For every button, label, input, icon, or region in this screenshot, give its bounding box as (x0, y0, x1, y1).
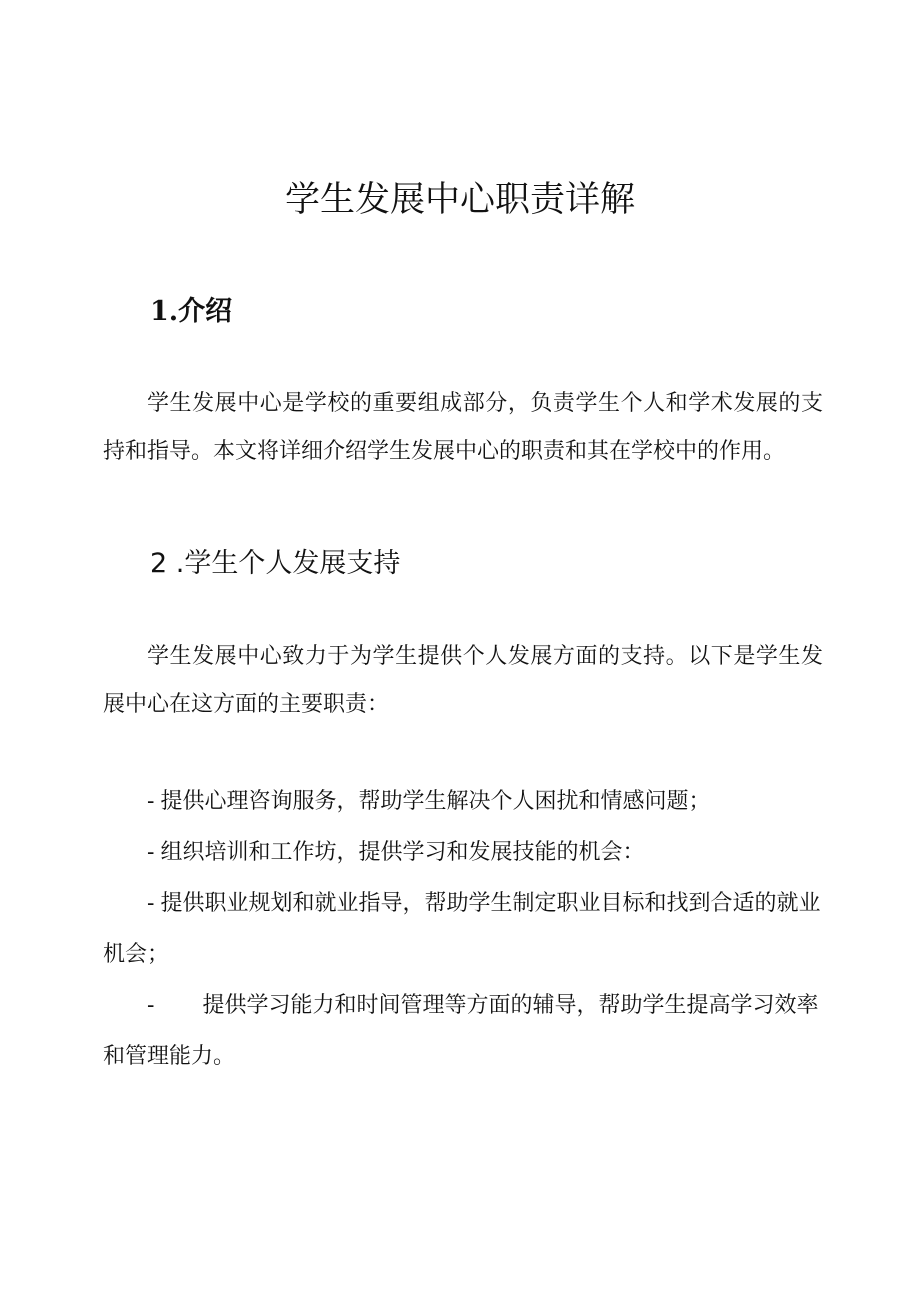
document-title: 学生发展中心职责详解 (284, 180, 635, 220)
list-item-text: 提供学习能力和时间管理等方面的辅导，帮助学生提高学习效率和管理能力。 (103, 993, 819, 1069)
section-heading-personal-development: 2 .学生个人发展支持 (150, 548, 401, 579)
list-dash: - (147, 840, 155, 865)
list-item (103, 980, 823, 1082)
list-item (103, 878, 823, 980)
list-item-text: 提供心理咨询服务，帮助学生解决个人困扰和情感问题； (160, 789, 711, 814)
list-item (103, 776, 823, 827)
list-item-text: 提供职业规划和就业指导，帮助学生制定职业目标和找到合适的就业机会； (103, 891, 821, 967)
list-dash: - (147, 993, 155, 1018)
list-dash: - (147, 789, 155, 814)
list-item-text: 组织培训和工作坊，提供学习和发展技能的机会： (160, 840, 645, 865)
intro-paragraph: 学生发展中心是学校的重要组成部分，负责学生个人和学术发展的支持和指导。本文将详细介绍学生发展中心的职责和其在学校中的作用。 (103, 391, 823, 464)
list-item (103, 827, 823, 878)
duties-list (103, 776, 823, 1082)
section-heading-intro: 1.介绍 (150, 296, 233, 327)
list-dash: - (147, 891, 155, 916)
personal-development-paragraph: 学生发展中心致力于为学生提供个人发展方面的支持。以下是学生发展中心在这方面的主要职责： (103, 644, 823, 717)
